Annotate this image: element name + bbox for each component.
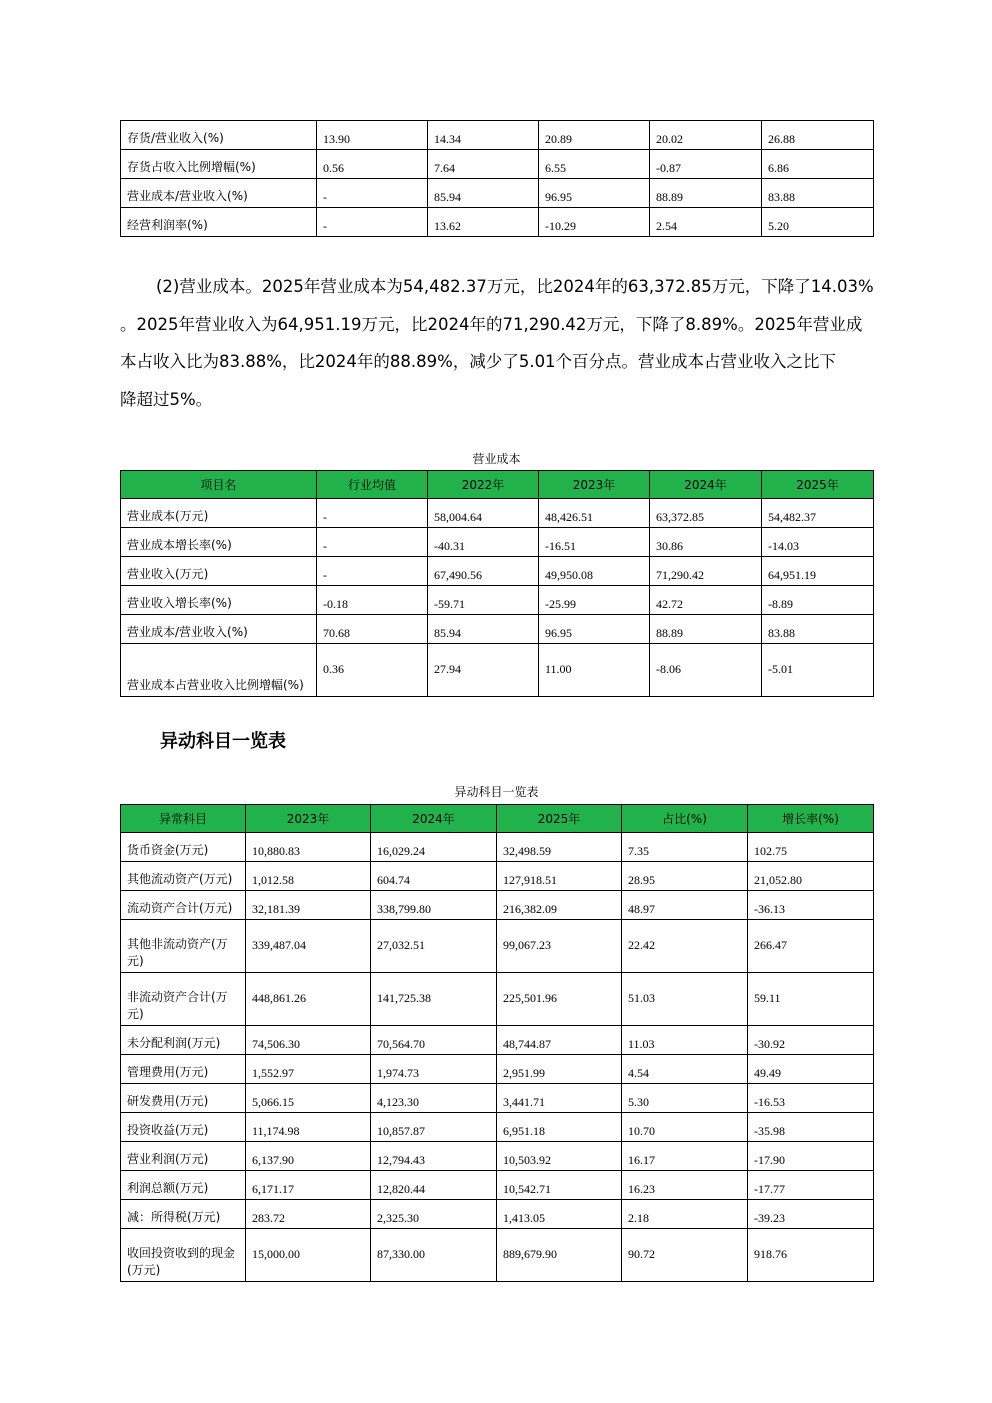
cell: -25.99 bbox=[539, 586, 650, 615]
cell: 216,382.09 bbox=[497, 891, 622, 920]
cell: 70,564.70 bbox=[371, 1026, 497, 1055]
cell: -16.51 bbox=[539, 528, 650, 557]
row-label: 存货占收入比例增幅(%) bbox=[121, 150, 317, 179]
cell: 6,171.17 bbox=[246, 1171, 371, 1200]
table-row bbox=[121, 150, 874, 179]
cell: 28.95 bbox=[622, 862, 748, 891]
abnormal-items-table bbox=[120, 804, 874, 1282]
table-header-row bbox=[121, 471, 874, 499]
cell: 7.35 bbox=[622, 833, 748, 862]
cell: 11.03 bbox=[622, 1026, 748, 1055]
section-heading: 异动科目一览表 bbox=[160, 731, 286, 752]
paragraph-line: (2)营业成本。2025年营业成本为54,482.37万元，比2024年的63,372.85万元，下降了14.03% bbox=[156, 277, 874, 296]
cell: 20.02 bbox=[650, 121, 762, 150]
table-row bbox=[121, 121, 874, 150]
table-row bbox=[121, 499, 874, 528]
cell: 63,372.85 bbox=[650, 499, 762, 528]
cell: 96.95 bbox=[539, 615, 650, 644]
column-header: 2023年 bbox=[246, 805, 371, 833]
column-header: 2025年 bbox=[497, 805, 622, 833]
cell: 27,032.51 bbox=[371, 920, 497, 973]
cell: -5.01 bbox=[762, 644, 874, 697]
cell: 338,799.80 bbox=[371, 891, 497, 920]
cell: 99,067.23 bbox=[497, 920, 622, 973]
cell: 20.89 bbox=[539, 121, 650, 150]
table-row bbox=[121, 557, 874, 586]
cell: 102.75 bbox=[748, 833, 874, 862]
column-header: 2024年 bbox=[650, 471, 762, 499]
cell: 13.90 bbox=[317, 121, 428, 150]
cell: 16,029.24 bbox=[371, 833, 497, 862]
cell: 83.88 bbox=[762, 179, 874, 208]
cell: - bbox=[317, 179, 428, 208]
cell: 2.54 bbox=[650, 208, 762, 237]
table-row bbox=[121, 862, 874, 891]
cell: 90.72 bbox=[622, 1229, 748, 1282]
cell: 1,552.97 bbox=[246, 1055, 371, 1084]
cell: -36.13 bbox=[748, 891, 874, 920]
table-row bbox=[121, 1200, 874, 1229]
row-label: 投资收益(万元) bbox=[121, 1113, 246, 1142]
table-row bbox=[121, 1171, 874, 1200]
paragraph-line: 本占收入比为83.88%，比2024年的88.89%，减少了5.01个百分点。营业成本占营业收入之比下 bbox=[120, 352, 837, 371]
paragraph-line: 降超过5%。 bbox=[120, 389, 213, 409]
cell: 14.34 bbox=[428, 121, 539, 150]
column-header: 2022年 bbox=[428, 471, 539, 499]
cell: -39.23 bbox=[748, 1200, 874, 1229]
cell: 48,744.87 bbox=[497, 1026, 622, 1055]
cell: - bbox=[317, 208, 428, 237]
cell: 16.17 bbox=[622, 1142, 748, 1171]
inventory-ratio-table bbox=[120, 120, 874, 237]
row-label: 流动资产合计(万元) bbox=[121, 891, 246, 920]
row-label: 营业收入增长率(%) bbox=[121, 586, 317, 615]
cell: -10.29 bbox=[539, 208, 650, 237]
row-label: 营业成本/营业收入(%) bbox=[121, 615, 317, 644]
table-row bbox=[121, 1142, 874, 1171]
column-header: 2024年 bbox=[371, 805, 497, 833]
cell: -30.92 bbox=[748, 1026, 874, 1055]
row-label: 非流动资产合计(万元) bbox=[121, 973, 246, 1026]
table-row bbox=[121, 1026, 874, 1055]
cell: 5.20 bbox=[762, 208, 874, 237]
table-row bbox=[121, 208, 874, 237]
column-header: 占比(%) bbox=[622, 805, 748, 833]
row-label: 经营利润率(%) bbox=[121, 208, 317, 237]
cell: 59.11 bbox=[748, 973, 874, 1026]
cell: 49.49 bbox=[748, 1055, 874, 1084]
cell: 6.55 bbox=[539, 150, 650, 179]
row-label: 营业收入(万元) bbox=[121, 557, 317, 586]
column-header: 项目名 bbox=[121, 471, 317, 499]
column-header: 异常科目 bbox=[121, 805, 246, 833]
cell: -14.03 bbox=[762, 528, 874, 557]
cell: 15,000.00 bbox=[246, 1229, 371, 1282]
cell: 10,503.92 bbox=[497, 1142, 622, 1171]
cell: 4,123.30 bbox=[371, 1084, 497, 1113]
table-row bbox=[121, 528, 874, 557]
cell: -17.77 bbox=[748, 1171, 874, 1200]
cell: 2,325.30 bbox=[371, 1200, 497, 1229]
cell: 11.00 bbox=[539, 644, 650, 697]
cell: 3,441.71 bbox=[497, 1084, 622, 1113]
cell: 0.56 bbox=[317, 150, 428, 179]
cell: 88.89 bbox=[650, 179, 762, 208]
table-row bbox=[121, 891, 874, 920]
table-row bbox=[121, 1229, 874, 1282]
cell: 85.94 bbox=[428, 179, 539, 208]
cell: 16.23 bbox=[622, 1171, 748, 1200]
cell: 96.95 bbox=[539, 179, 650, 208]
row-label: 货币资金(万元) bbox=[121, 833, 246, 862]
cell: -35.98 bbox=[748, 1113, 874, 1142]
cell: 604.74 bbox=[371, 862, 497, 891]
cell: 64,951.19 bbox=[762, 557, 874, 586]
cell: 13.62 bbox=[428, 208, 539, 237]
cell: 74,506.30 bbox=[246, 1026, 371, 1055]
cell: 1,012.58 bbox=[246, 862, 371, 891]
cost-table-caption: 营业成本 bbox=[472, 452, 521, 466]
cell: 0.36 bbox=[317, 644, 428, 697]
cell: 51.03 bbox=[622, 973, 748, 1026]
cell: -16.53 bbox=[748, 1084, 874, 1113]
operating-cost-paragraph bbox=[120, 268, 880, 418]
cell: 48,426.51 bbox=[539, 499, 650, 528]
cell: 85.94 bbox=[428, 615, 539, 644]
cell: 12,820.44 bbox=[371, 1171, 497, 1200]
cell: 1,974.73 bbox=[371, 1055, 497, 1084]
table-row bbox=[121, 1055, 874, 1084]
row-label: 营业成本增长率(%) bbox=[121, 528, 317, 557]
cell: 2,951.99 bbox=[497, 1055, 622, 1084]
cell: -17.90 bbox=[748, 1142, 874, 1171]
operating-cost-table bbox=[120, 470, 874, 697]
table-row bbox=[121, 586, 874, 615]
cell: 88.89 bbox=[650, 615, 762, 644]
column-header: 增长率(%) bbox=[748, 805, 874, 833]
row-label: 未分配利润(万元) bbox=[121, 1026, 246, 1055]
cell: 5.30 bbox=[622, 1084, 748, 1113]
cell: 54,482.37 bbox=[762, 499, 874, 528]
column-header: 行业均值 bbox=[317, 471, 428, 499]
cell: 21,052.80 bbox=[748, 862, 874, 891]
cell: 448,861.26 bbox=[246, 973, 371, 1026]
cell: 11,174.98 bbox=[246, 1113, 371, 1142]
row-label: 研发费用(万元) bbox=[121, 1084, 246, 1113]
cell: 266.47 bbox=[748, 920, 874, 973]
cell: 339,487.04 bbox=[246, 920, 371, 973]
cell: - bbox=[317, 528, 428, 557]
cell: 889,679.90 bbox=[497, 1229, 622, 1282]
cell: -59.71 bbox=[428, 586, 539, 615]
cell: 27.94 bbox=[428, 644, 539, 697]
cell: 6,137.90 bbox=[246, 1142, 371, 1171]
cell: 10,880.83 bbox=[246, 833, 371, 862]
cell: 67,490.56 bbox=[428, 557, 539, 586]
cell: 32,181.39 bbox=[246, 891, 371, 920]
cell: 225,501.96 bbox=[497, 973, 622, 1026]
table-header-row bbox=[121, 805, 874, 833]
cell: 6,951.18 bbox=[497, 1113, 622, 1142]
cell: -0.18 bbox=[317, 586, 428, 615]
row-label: 营业成本(万元) bbox=[121, 499, 317, 528]
row-label: 存货/营业收入(%) bbox=[121, 121, 317, 150]
row-label: 利润总额(万元) bbox=[121, 1171, 246, 1200]
cell: - bbox=[317, 557, 428, 586]
cell: 4.54 bbox=[622, 1055, 748, 1084]
column-header: 2025年 bbox=[762, 471, 874, 499]
cell: -8.06 bbox=[650, 644, 762, 697]
cell: 26.88 bbox=[762, 121, 874, 150]
table-row bbox=[121, 920, 874, 973]
cell: 10,857.87 bbox=[371, 1113, 497, 1142]
cell: 22.42 bbox=[622, 920, 748, 973]
cell: 30.86 bbox=[650, 528, 762, 557]
cell: -40.31 bbox=[428, 528, 539, 557]
cell: 12,794.43 bbox=[371, 1142, 497, 1171]
table-row bbox=[121, 1113, 874, 1142]
cell: 283.72 bbox=[246, 1200, 371, 1229]
cell: 141,725.38 bbox=[371, 973, 497, 1026]
cell: 918.76 bbox=[748, 1229, 874, 1282]
abnormal-table-caption: 异动科目一览表 bbox=[454, 785, 539, 799]
cell: 58,004.64 bbox=[428, 499, 539, 528]
cell: 48.97 bbox=[622, 891, 748, 920]
column-header: 2023年 bbox=[539, 471, 650, 499]
cell: 1,413.05 bbox=[497, 1200, 622, 1229]
table-row bbox=[121, 1084, 874, 1113]
row-label: 营业利润(万元) bbox=[121, 1142, 246, 1171]
row-label: 其他流动资产(万元) bbox=[121, 862, 246, 891]
cell: 127,918.51 bbox=[497, 862, 622, 891]
cell: 70.68 bbox=[317, 615, 428, 644]
cell: 49,950.08 bbox=[539, 557, 650, 586]
cell: 83.88 bbox=[762, 615, 874, 644]
row-label: 收回投资收到的现金(万元) bbox=[121, 1229, 246, 1282]
cell: 5,066.15 bbox=[246, 1084, 371, 1113]
table-row bbox=[121, 973, 874, 1026]
table-row bbox=[121, 833, 874, 862]
cell: 32,498.59 bbox=[497, 833, 622, 862]
cell: 10,542.71 bbox=[497, 1171, 622, 1200]
row-label: 其他非流动资产(万元) bbox=[121, 920, 246, 973]
table-row bbox=[121, 615, 874, 644]
row-label: 减：所得税(万元) bbox=[121, 1200, 246, 1229]
table-row bbox=[121, 179, 874, 208]
cell: 7.64 bbox=[428, 150, 539, 179]
row-label: 管理费用(万元) bbox=[121, 1055, 246, 1084]
cell: 42.72 bbox=[650, 586, 762, 615]
cell: 6.86 bbox=[762, 150, 874, 179]
cell: 10.70 bbox=[622, 1113, 748, 1142]
cell: - bbox=[317, 499, 428, 528]
cell: -0.87 bbox=[650, 150, 762, 179]
cell: 2.18 bbox=[622, 1200, 748, 1229]
row-label: 营业成本占营业收入比例增幅(%) bbox=[121, 644, 317, 697]
table-row bbox=[121, 644, 874, 697]
cell: -8.89 bbox=[762, 586, 874, 615]
cell: 87,330.00 bbox=[371, 1229, 497, 1282]
cell: 71,290.42 bbox=[650, 557, 762, 586]
paragraph-line: 。2025年营业收入为64,951.19万元，比2024年的71,290.42万元，下降了8.89%。2025年营业成 bbox=[120, 314, 863, 334]
row-label: 营业成本/营业收入(%) bbox=[121, 179, 317, 208]
